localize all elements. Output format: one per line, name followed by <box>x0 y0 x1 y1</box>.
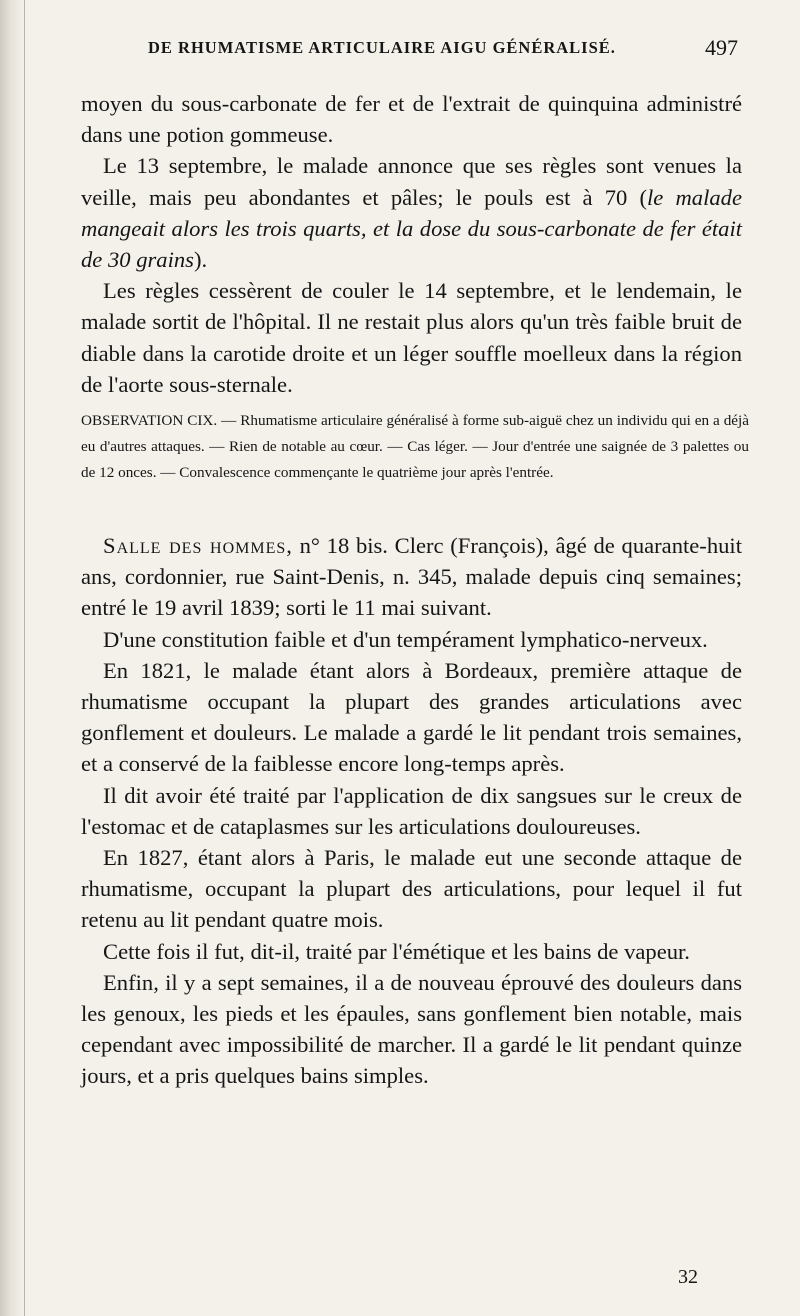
paragraph-text: n° 18 bis. Clerc (François), âgé de quarante-huit ans, cordonnier, rue Saint-Denis, n. 345, malade depuis cinq semaines; entré le 19 avril 1839; sorti le 11 mai suivant. <box>81 533 742 621</box>
observation-summary <box>81 408 749 487</box>
italic-remark: le malade mangeait alors les trois quarts, et la dose du sous-carbonate de fer était de 30 grains <box>81 184 742 273</box>
observation-text: — Rhumatisme articulaire généralisé à forme sub-aiguë chez un individu qui en a déjà eu d'autres attaques. — Rien de notable au cœur. — Cas léger. — Jour d'entrée une saignée de 3 palettes ou de 12 onces. — Convalescence commençante le quatrième jour après l'entrée. <box>81 412 750 482</box>
paragraph: moyen du sous-carbonate de fer et de l'extrait de quinquina administré dans une potion gommeuse. <box>81 91 742 148</box>
paragraph: En 1821, le malade étant alors à Bordeaux, première attaque de rhumatisme occupant la plupart des grandes articulations avec gonflement et douleurs. Le malade a gardé le lit pendant trois semaines, et a conservé de la faiblesse encore long-temps après. <box>81 657 742 777</box>
paragraph: D'une constitution faible et d'un tempérament lymphatico-nerveux. <box>103 626 708 652</box>
paragraph <box>81 150 742 275</box>
paragraph: Il dit avoir été traité par l'application de dix sangsues sur le creux de l'estomac et de cataplasmes sur les articulations douloureuses. <box>81 782 742 839</box>
running-title: DE RHUMATISME ARTICULAIRE AIGU GÉNÉRALISÉ. <box>148 38 616 57</box>
paragraph-text: ). <box>193 247 208 273</box>
paragraph: Enfin, il y a sept semaines, il a de nouveau éprouvé des douleurs dans les genoux, les pieds et les épaules, sans gonflement bien notable, mais cependant avec impossibilité de marcher. Il a gardé le lit pendant quinze jours, et a pris quelques bains simples. <box>81 969 742 1089</box>
paragraph-text: Le 13 septembre, le malade annonce que ses règles sont venues la veille, mais peu abondantes et pâles; le pouls est à 70 ( <box>81 153 742 210</box>
ward-label: Salle des hommes, <box>103 533 293 558</box>
paragraph: Cette fois il fut, dit-il, traité par l'émétique et les bains de vapeur. <box>103 938 690 964</box>
page-number: 497 <box>705 35 738 60</box>
paragraph <box>81 530 742 624</box>
text-block-top <box>81 88 742 400</box>
paragraph: Les règles cessèrent de couler le 14 septembre, et le lendemain, le malade sortit de l'hôpital. Il ne restait plus alors qu'un très faible bruit de diable dans la carotide droite et un léger souffle moelleux dans la région de l'aorte sous-sternale. <box>81 278 742 397</box>
signature-mark: 32 <box>678 1266 698 1288</box>
text-block-case <box>81 530 742 1092</box>
paragraph: En 1827, étant alors à Paris, le malade eut une seconde attaque de rhumatisme, occupant la plupart des articulations, pour lequel il fut retenu au lit pendant quatre mois. <box>81 845 742 933</box>
observation-heading: OBSERVATION CIX. <box>81 412 218 429</box>
